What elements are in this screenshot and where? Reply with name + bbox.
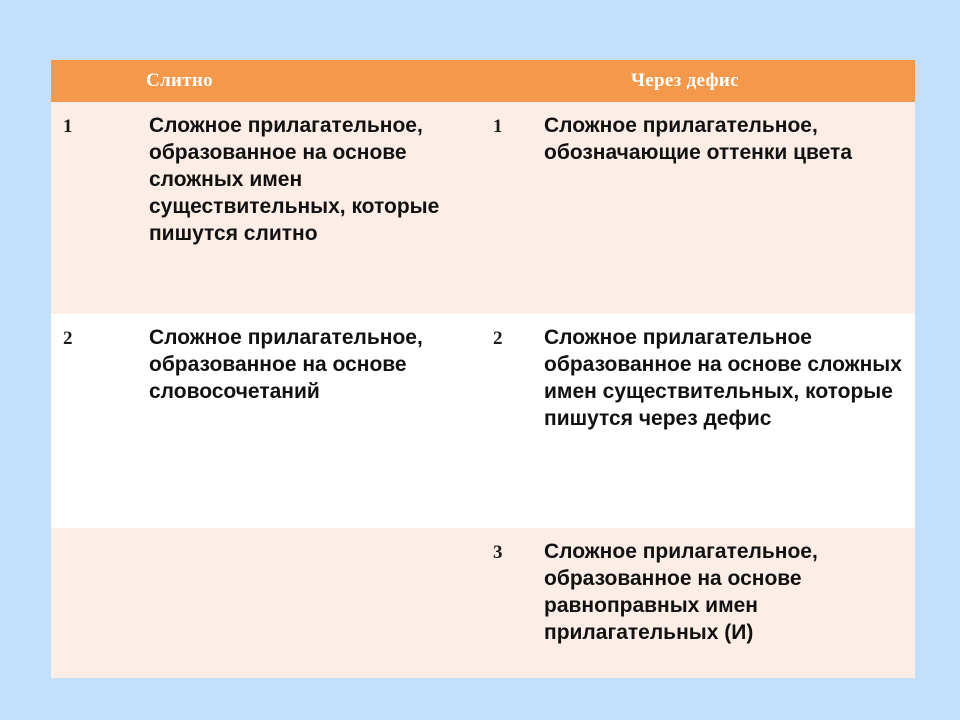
row-number-left: 2: [51, 314, 141, 528]
row-number-right: 2: [481, 314, 536, 528]
table-row: [51, 528, 915, 678]
row-number-right: 1: [481, 102, 536, 314]
header-hyphen: Через дефис: [481, 60, 915, 102]
table-header-row: [51, 60, 915, 102]
rule-text-right: Сложное прилагательное, образованное на основе равноправных имен прилагательных (И): [536, 528, 915, 678]
row-number-left: [51, 528, 141, 678]
rule-text-left: [141, 528, 481, 678]
rule-text-left: Сложное прилагательное, образованное на основе сложных имен существительных, которые пишутся слитно: [141, 102, 481, 314]
rule-text-right: Сложное прилагательное образованное на основе сложных имен существительных, которые пишутся через дефис: [536, 314, 915, 528]
rule-text-left: Сложное прилагательное, образованное на основе словосочетаний: [141, 314, 481, 528]
row-number-left: 1: [51, 102, 141, 314]
rule-text-right: Сложное прилагательное, обозначающие оттенки цвета: [536, 102, 915, 314]
spelling-rules-table: [51, 60, 915, 678]
table-row: [51, 314, 915, 528]
row-number-right: 3: [481, 528, 536, 678]
table-row: [51, 102, 915, 314]
header-together: Слитно: [51, 60, 481, 102]
